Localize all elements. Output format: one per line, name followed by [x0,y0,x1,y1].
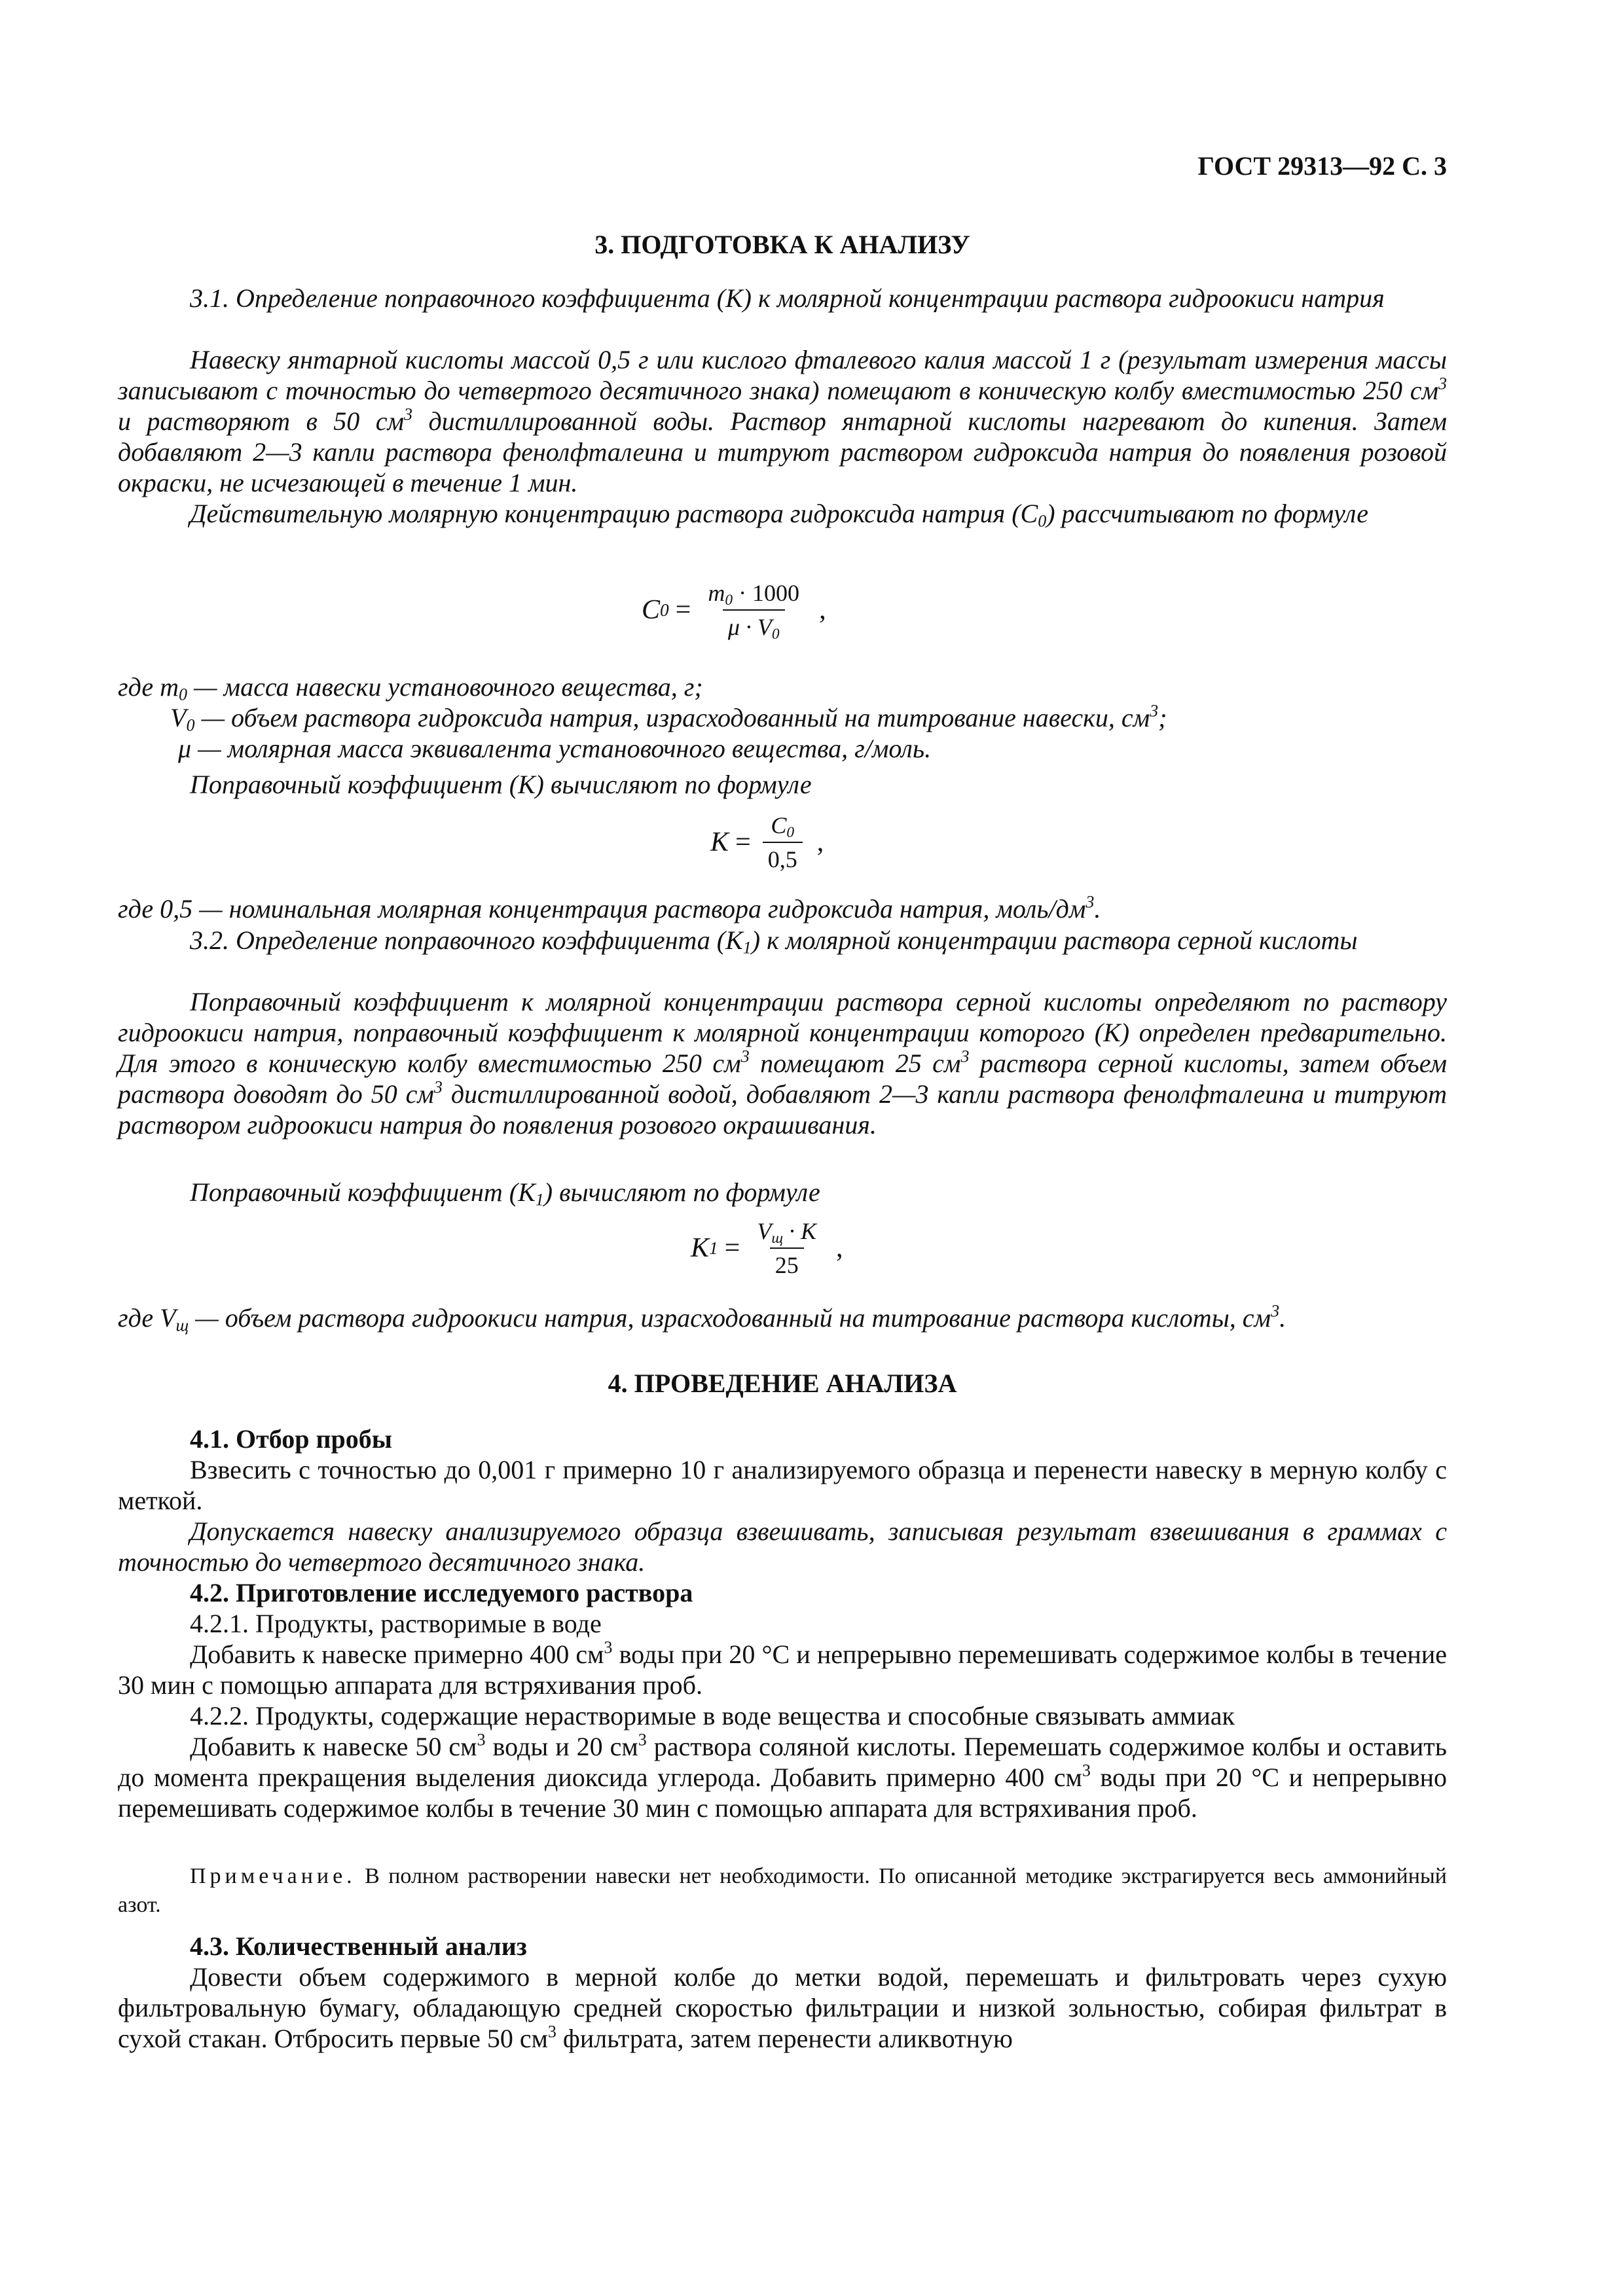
k1-intro: Поправочный коэффициент $(K_1)$ вычисляют по формуле [190,1177,820,1210]
formula-k1: K 1 = $\frac{V_щ \cdot K}{25}$ , [691,1218,843,1278]
heading-4-2: 4.2. Приготовление исследуемого раствора [190,1578,693,1607]
paragraph-4-1-italic: Допускается навеску анализируемого образца взвешивать, записывая результат взвешивания в граммах с точностью до четвертого десятичного знака. [118,1516,1447,1577]
section-3-title: 3. ПОДГОТОВКА К АНАЛИЗУ [594,230,970,259]
where-v0: $V_0$ — объем раствора гидроксида натрия, израсходованный на титрование навески, $см^3$; [170,701,1167,735]
heading-4-2-1: 4.2.1. Продукты, растворимые в воде [190,1609,602,1638]
heading-4-3: 4.3. Количественный анализ [190,1931,527,1961]
formula-c0: C 0 = $\frac{m_0 \cdot 1000}{\mu \cdot V_0}$ , [642,580,826,643]
paragraph-3-1-concentration: Действительную молярную концентрацию раствора гидроксида натрия $(C_0)$ рассчитывают по формуле [190,499,1369,531]
paragraph-3-1-heading: 3.1. Определение поправочного коэффициента (К) к молярной концентрации раствора гидроокиси натрия [190,283,1385,313]
paragraph-3-2-heading: 3.2. Определение поправочного коэффициента $(K_1)$ к молярной концентрации раствора серной кислоты [190,925,1358,958]
note: Примечание. В полном растворении навески нет необходимости. По описанной методике экстрагируется весь аммонийный азот. [118,1864,1447,1917]
where-vsch: где $V_щ$ — объем раствора гидроокиси натрия, израсходованный на титрование раствора кислоты, $см^3$. [118,1301,1286,1335]
page-header: ГОСТ 29313—92 С. 3 [1197,151,1447,181]
paragraph-4-2-1: Добавить к навеске примерно 400 $см^3$ воды при 20 °С и непрерывно перемешивать содержимое колбы в течение 30 мин с помощью аппарата для встряхивания проб. [118,1638,1447,1700]
paragraph-4-2-2: Добавить к навеске 50 $см^3$ воды и 20 $см^3$ раствора соляной кислоты. Перемешать содержимое колбы и оставить до момента прекращения выделения диоксида углерода. Добавить примерно 400 $см^3$ воды при 20 °С и непрерывно перемешивать содержимое колбы в течение 30 мин с помощью аппарата для встряхивания проб. [118,1730,1447,1823]
paragraph-3-1-body: Навеску янтарной кислоты массой 0,5 г или кислого фталевого калия массой 1 г (результат измерения массы записывают с точностью до четвертого десятичного знака) помещают в коническую колбу вместимостью 250 $см^3$ и растворяют в 50 $см^3$ дистиллированной воды. Раствор янтарной кислоты нагревают до кипения. Затем добавляют 2—3 капли раствора фенолфталеина и титруют раствором гидроксида натрия до появления розовой окраски, не исчезающей в течение 1 мин. [118,345,1447,497]
heading-4-1: 4.1. Отбор пробы [190,1424,393,1454]
paragraph-3-2-body: Поправочный коэффициент к молярной концентрации раствора серной кислоты определяют по раствору гидроокиси натрия, поправочный коэффициент к молярной концентрации которого (К) определен предварительно. Для этого в коническую колбу вместимостью 250 $см^3$ помещают 25 $см^3$ раствора серной кислоты, затем объем раствора доводят до 50 $см^3$ дистиллированной водой, добавляют 2—3 капли раствора фенолфталеина и титруют раствором гидроокиси натрия до появления розового окрашивания. [118,987,1448,1139]
formula-k: K = $\frac{C_0}{0,5}$ , [710,812,824,872]
heading-4-2-2: 4.2.2. Продукты, содержащие нерастворимые в воде вещества и способные связывать аммиак [190,1701,1235,1731]
section-4-title: 4. ПРОВЕДЕНИЕ АНАЛИЗА [608,1369,957,1398]
where-mu: μ — молярная масса эквивалента установочного вещества, г/моль. [178,734,932,763]
paragraph-4-1: Взвесить с точностью до 0,001 г примерно 10 г анализируемого образца и перенести навеску в мерную колбу с меткой. [118,1455,1447,1515]
where-05: где 0,5 — номинальная молярная концентрация раствора гидроксида натрия, моль/$дм^3$. [118,892,1101,924]
where-m0: где $m_0$ — масса навески установочного вещества, г; [118,672,703,704]
k-intro: Поправочный коэффициент (К) вычисляют по формуле [190,770,812,799]
paragraph-4-3: Довести объем содержимого в мерной колбе до метки водой, перемешать и фильтровать через сухую фильтровальную бумагу, обладающую средней скоростью фильтрации и низкой зольностью, собирая фильтрат в сухой стакан. Отбросить первые 50 $см^3$ фильтрата, затем перенести аликвотную [118,1962,1447,2053]
